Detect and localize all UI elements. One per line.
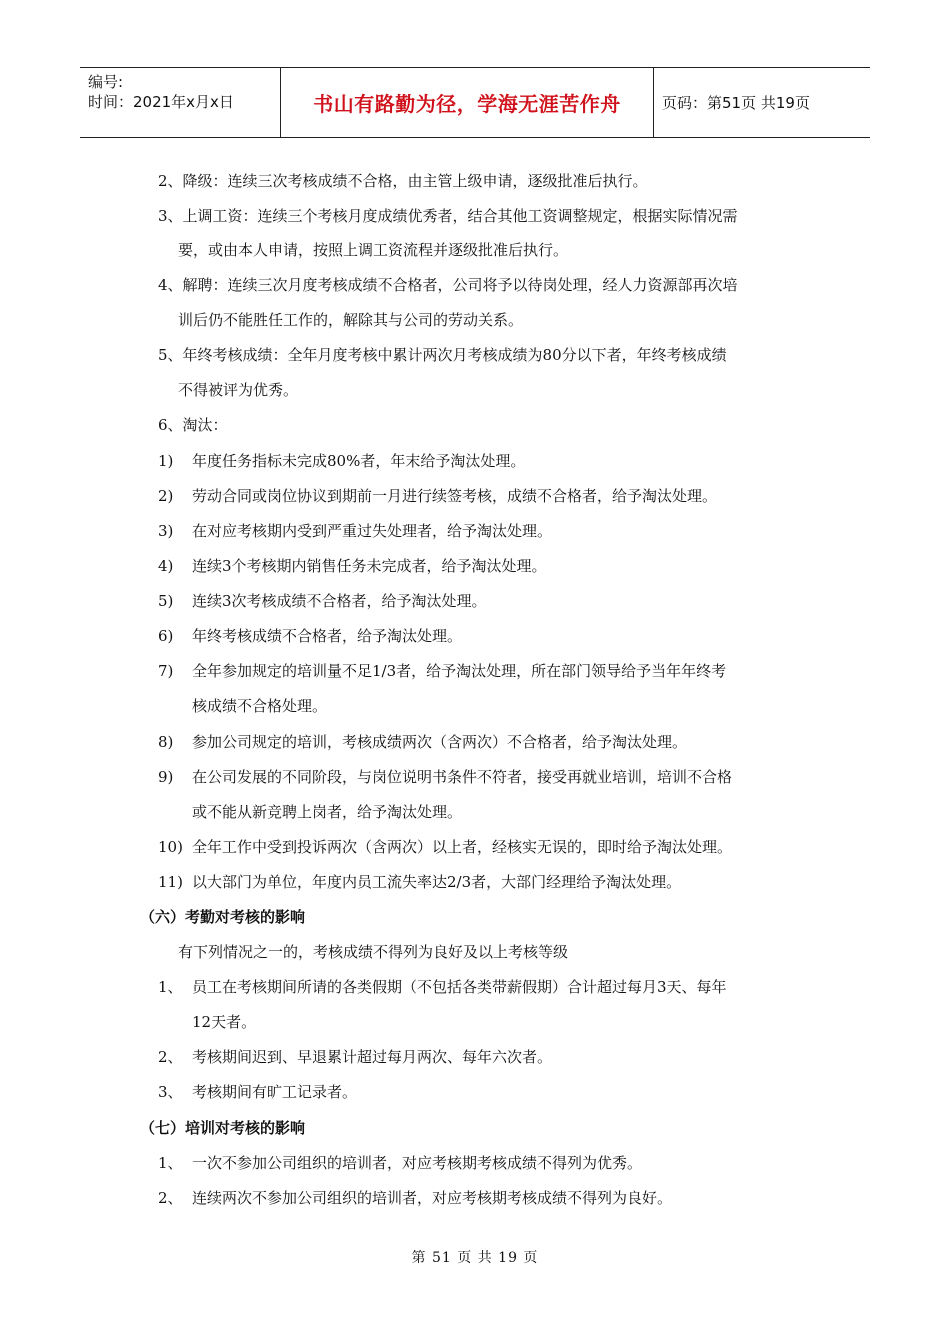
list-marker: 3) xyxy=(158,522,174,540)
section-heading: （七）培训对考核的影响 xyxy=(140,1119,306,1137)
list-item: 参加公司规定的培训，考核成绩两次（含两次）不合格者，给予淘汰处理。 xyxy=(192,733,688,751)
list-item-continued: 12天者。 xyxy=(192,1013,257,1031)
paragraph-line: 4、解聘：连续三次月度考核成绩不合格者，公司将予以待岗处理，经人力资源部再次培 xyxy=(158,276,738,294)
list-marker: 5) xyxy=(158,592,174,610)
list-item: 一次不参加公司组织的培训者，对应考核期考核成绩不得列为优秀。 xyxy=(192,1154,643,1172)
list-item: 连续3个考核期内销售任务未完成者，给予淘汰处理。 xyxy=(192,557,547,575)
paragraph-line: 训后仍不能胜任工作的，解除其与公司的劳动关系。 xyxy=(178,311,524,329)
header-page-code-cell xyxy=(654,68,870,137)
list-item: 连续3次考核成绩不合格者，给予淘汰处理。 xyxy=(192,592,487,610)
list-item-continued: 核成绩不合格处理。 xyxy=(192,697,328,715)
list-marker: 9) xyxy=(158,768,174,786)
list-marker: 1、 xyxy=(158,978,183,996)
list-marker: 1、 xyxy=(158,1154,183,1172)
page-footer: 第 51 页 共 19 页 xyxy=(411,1250,539,1266)
list-item: 劳动合同或岗位协议到期前一月进行续签考核，成绩不合格者，给予淘汰处理。 xyxy=(192,487,718,505)
list-item: 年度任务指标未完成80%者，年末给予淘汰处理。 xyxy=(192,452,526,470)
list-item: 在对应考核期内受到严重过失处理者，给予淘汰处理。 xyxy=(192,522,553,540)
list-marker: 8) xyxy=(158,733,174,751)
header-motto-cell xyxy=(280,68,654,137)
list-item: 在公司发展的不同阶段，与岗位说明书条件不符者，接受再就业培训，培训不合格 xyxy=(192,768,733,786)
document-time-label: 时间：2021年x月x日 xyxy=(88,93,234,111)
paragraph-line: 要，或由本人申请，按照上调工资流程并逐级批准后执行。 xyxy=(178,241,569,259)
list-item: 考核期间有旷工记录者。 xyxy=(192,1083,358,1101)
list-marker: 1) xyxy=(158,452,174,470)
list-item: 员工在考核期间所请的各类假期（不包括各类带薪假期）合计超过每月3天、每年 xyxy=(192,978,727,996)
list-marker: 2、 xyxy=(158,1189,183,1207)
list-marker: 6) xyxy=(158,627,174,645)
list-item: 连续两次不参加公司组织的培训者，对应考核期考核成绩不得列为良好。 xyxy=(192,1189,673,1207)
list-marker: 2) xyxy=(158,487,174,505)
header-page-code: 页码：第51页 共19页 xyxy=(662,94,810,112)
paragraph-line: 6、淘汰： xyxy=(158,416,228,434)
list-item: 考核期间迟到、早退累计超过每月两次、每年六次者。 xyxy=(192,1048,553,1066)
list-item: 全年工作中受到投诉两次（含两次）以上者，经核实无误的，即时给予淘汰处理。 xyxy=(192,838,733,856)
header-motto: 书山有路勤为径，学海无涯苦作舟 xyxy=(313,92,621,116)
paragraph-line: 5、年终考核成绩：全年月度考核中累计两次月考核成绩为80分以下者，年终考核成绩 xyxy=(158,346,727,364)
list-marker: 11) xyxy=(158,873,183,891)
list-marker: 10) xyxy=(158,838,183,856)
list-item: 年终考核成绩不合格者，给予淘汰处理。 xyxy=(192,627,463,645)
document-number-label: 编号: xyxy=(88,73,124,91)
paragraph-line: 有下列情况之一的，考核成绩不得列为良好及以上考核等级 xyxy=(178,943,569,961)
document-header xyxy=(80,67,870,138)
paragraph-line: 2、降级：连续三次考核成绩不合格，由主管上级申请，逐级批准后执行。 xyxy=(158,172,648,190)
paragraph-line: 不得被评为优秀。 xyxy=(178,381,299,399)
list-marker: 4) xyxy=(158,557,174,575)
list-item-continued: 或不能从新竞聘上岗者，给予淘汰处理。 xyxy=(192,803,463,821)
paragraph-line: 3、上调工资：连续三个考核月度成绩优秀者，结合其他工资调整规定，根据实际情况需 xyxy=(158,207,738,225)
list-marker: 3、 xyxy=(158,1083,183,1101)
list-marker: 7) xyxy=(158,662,174,680)
list-item: 以大部门为单位，年度内员工流失率达2/3者，大部门经理给予淘汰处理。 xyxy=(192,873,682,891)
header-meta xyxy=(80,68,280,137)
list-marker: 2、 xyxy=(158,1048,183,1066)
section-heading: （六）考勤对考核的影响 xyxy=(140,908,306,926)
list-item: 全年参加规定的培训量不足1/3者，给予淘汰处理，所在部门领导给予当年年终考 xyxy=(192,662,727,680)
